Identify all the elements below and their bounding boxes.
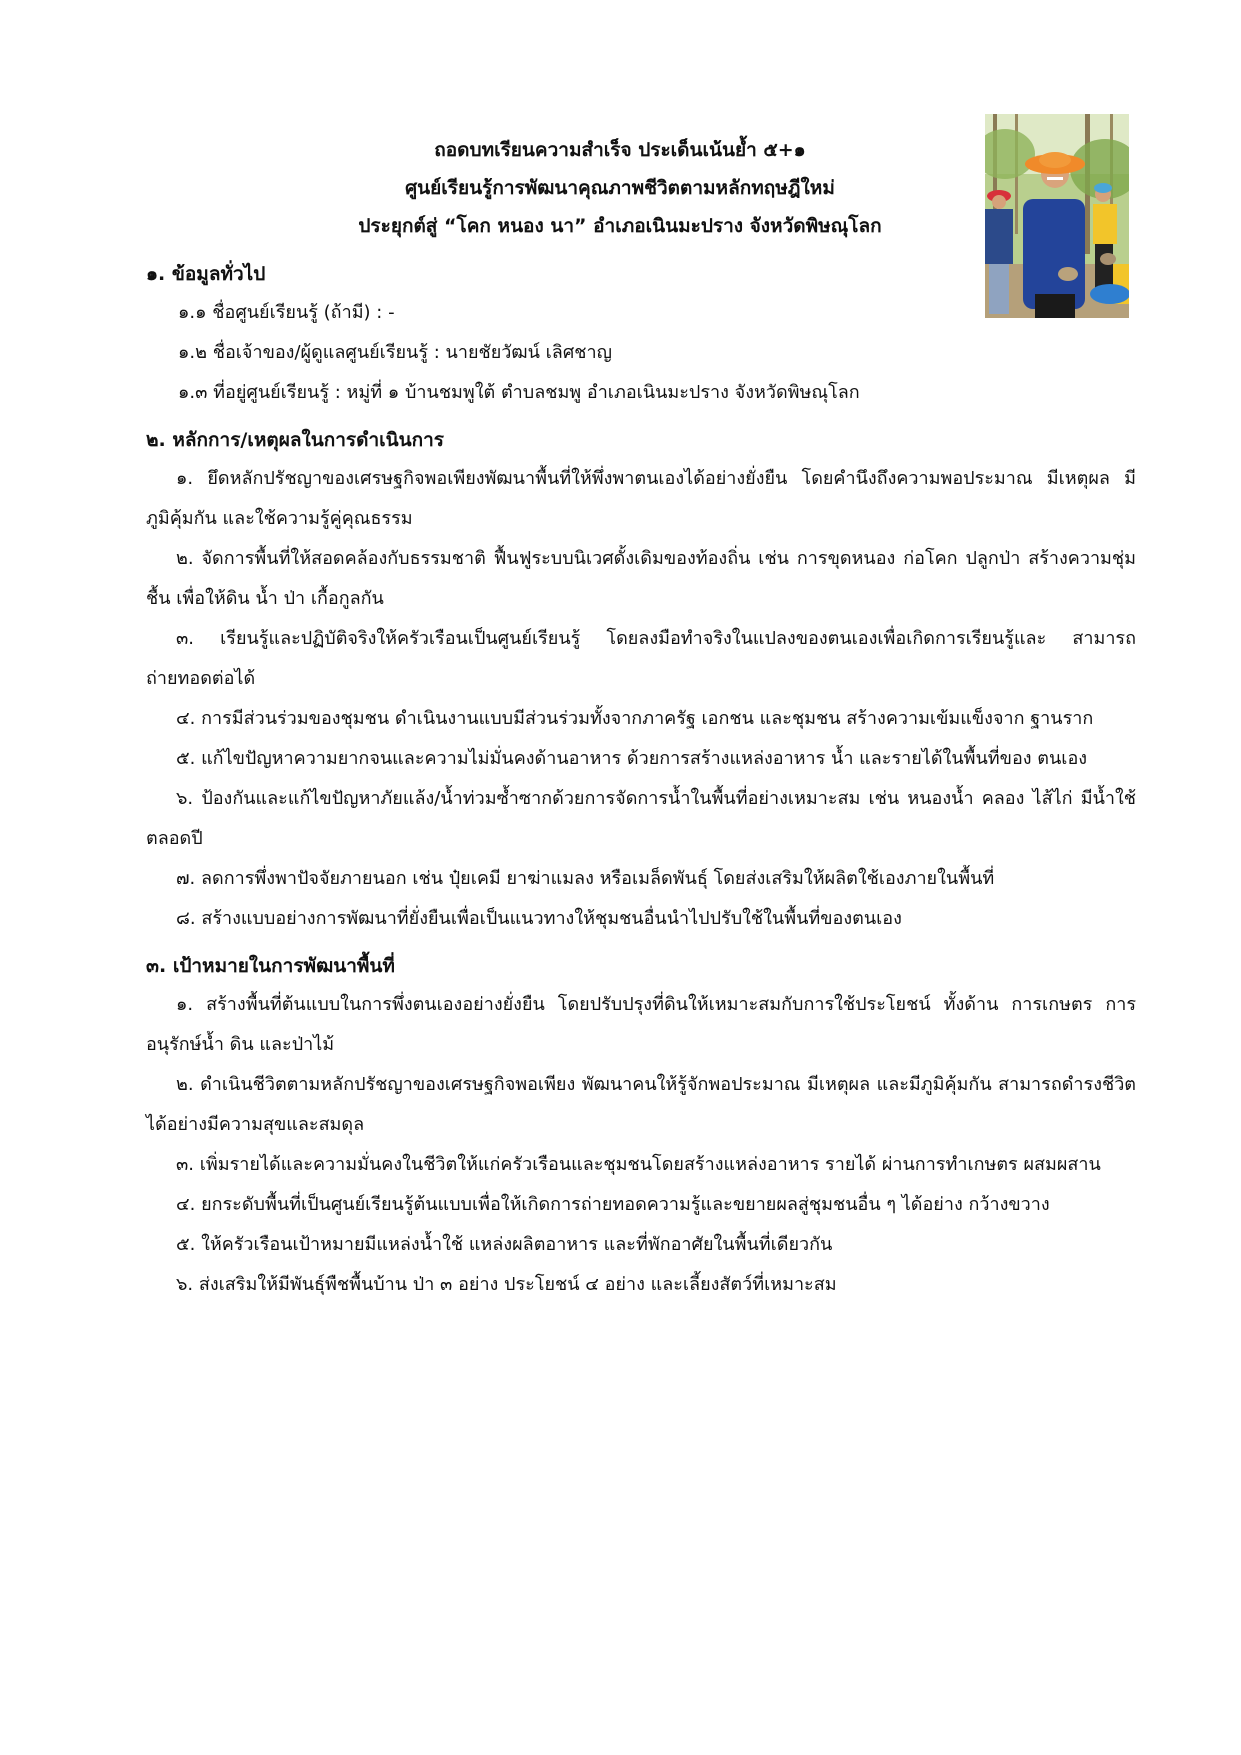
goal-item: ๓. เพิ่มรายได้และความมั่นคงในชีวิตให้แก่ครัวเรือนและชุมชนโดยสร้างแหล่งอาหาร รายได้ ผ่านการทำเกษตร ผสมผสาน: [176, 1154, 1101, 1175]
goal-item: ๖. ส่งเสริมให้มีพันธุ์พืชพื้นบ้าน ป่า ๓ อย่าง ประโยชน์ ๔ อย่าง และเลี้ยงสัตว์ที่เหมาะสม: [176, 1274, 837, 1295]
info-center-name: ๑.๑ ชื่อศูนย์เรียนรู้ (ถ้ามี) : -: [178, 302, 395, 323]
title-line-2: ศูนย์เรียนรู้การพัฒนาคุณภาพชีวิตตามหลักทฤษฎีใหม่: [405, 177, 835, 199]
section-heading: ๓. เป้าหมายในการพัฒนาพื้นที่: [146, 955, 395, 977]
goal-item: ๑. สร้างพื้นที่ต้นแบบในการพึ่งตนเองอย่างยั่งยืน โดยปรับปรุงที่ดินให้เหมาะสมกับการใช้ประโยชน์ ทั้งด้าน การเกษตร การอนุรักษ์น้ำ ดิน และป่าไม้: [146, 994, 1136, 1055]
principle-item: ๒. จัดการพื้นที่ให้สอดคล้องกับธรรมชาติ ฟื้นฟูระบบนิเวศดั้งเดิมของท้องถิ่น เช่น การขุดหนอง ก่อโคก ปลูกป่า สร้างความชุ่มชื้น เพื่อให้ดิน น้ำ ป่า เกื้อกูลกัน: [146, 548, 1137, 609]
title-line-1: ถอดบทเรียนความสำเร็จ ประเด็นเน้นย้ำ ๕+๑: [434, 139, 806, 161]
section-principles: [146, 421, 1136, 939]
section-general-info: [146, 255, 1136, 413]
principle-item: ๕. แก้ไขปัญหาความยากจนและความไม่มั่นคงด้านอาหาร ด้วยการสร้างแหล่งอาหาร น้ำ และรายได้ในพื้นที่ของ ตนเอง: [176, 748, 1088, 769]
document-title: [300, 131, 940, 245]
section-heading: ๑. ข้อมูลทั่วไป: [146, 263, 266, 285]
info-address: ๑.๓ ที่อยู่ศูนย์เรียนรู้ : หมู่ที่ ๑ บ้านชมพูใต้ ตำบลชมพู อำเภอเนินมะปราง จังหวัดพิษณุโลก: [178, 382, 860, 403]
principle-item: ๗. ลดการพึ่งพาปัจจัยภายนอก เช่น ปุ๋ยเคมี ยาฆ่าแมลง หรือเมล็ดพันธุ์ โดยส่งเสริมให้ผลิตใช้เองภายในพื้นที่: [176, 868, 995, 889]
goal-item: ๔. ยกระดับพื้นที่เป็นศูนย์เรียนรู้ต้นแบบเพื่อให้เกิดการถ่ายทอดความรู้และขยายผลสู่ชุมชนอื่น ๆ ได้อย่าง กว้างขวาง: [176, 1194, 1050, 1215]
principle-item: ๘. สร้างแบบอย่างการพัฒนาที่ยั่งยืนเพื่อเป็นแนวทางให้ชุมชนอื่นนำไปปรับใช้ในพื้นที่ของตนเอง: [176, 908, 902, 929]
goal-item: ๕. ให้ครัวเรือนเป้าหมายมีแหล่งน้ำใช้ แหล่งผลิตอาหาร และที่พักอาศัยในพื้นที่เดียวกัน: [176, 1234, 833, 1255]
principle-item: ๓. เรียนรู้และปฏิบัติจริงให้ครัวเรือนเป็นศูนย์เรียนรู้ โดยลงมือทำจริงในแปลงของตนเองเพื่อเกิดการเรียนรู้และ สามารถถ่ายทอดต่อได้: [146, 628, 1136, 689]
section-goals: [146, 947, 1136, 1305]
title-line-3: ประยุกต์สู่ “โคก หนอง นา” อำเภอเนินมะปราง จังหวัดพิษณุโลก: [358, 215, 882, 237]
info-owner-name: ๑.๒ ชื่อเจ้าของ/ผู้ดูแลศูนย์เรียนรู้ : นายชัยวัฒน์ เลิศชาญ: [178, 342, 612, 363]
principle-item: ๔. การมีส่วนร่วมของชุมชน ดำเนินงานแบบมีส่วนร่วมทั้งจากภาครัฐ เอกชน และชุมชน สร้างความเข้มแข็งจาก ฐานราก: [176, 708, 1094, 729]
goal-item: ๒. ดำเนินชีวิตตามหลักปรัชญาของเศรษฐกิจพอเพียง พัฒนาคนให้รู้จักพอประมาณ มีเหตุผล และมีภูมิคุ้มกัน สามารถดำรงชีวิตได้อย่างมีความสุขและสมดุล: [146, 1074, 1136, 1135]
document-body: [146, 255, 1136, 1305]
principle-item: ๖. ป้องกันและแก้ไขปัญหาภัยแล้ง/น้ำท่วมซ้ำซากด้วยการจัดการน้ำในพื้นที่อย่างเหมาะสม เช่น หนองน้ำ คลอง ไส้ไก่ มีน้ำใช้ตลอดปี: [146, 788, 1136, 849]
section-heading: ๒. หลักการ/เหตุผลในการดำเนินการ: [146, 429, 444, 451]
principle-item: ๑. ยึดหลักปรัชญาของเศรษฐกิจพอเพียงพัฒนาพื้นที่ให้พึ่งพาตนเองได้อย่างยั่งยืน โดยคำนึงถึงความพอประมาณ มีเหตุผล มีภูมิคุ้มกัน และใช้ความรู้คู่คุณธรรม: [146, 468, 1136, 529]
